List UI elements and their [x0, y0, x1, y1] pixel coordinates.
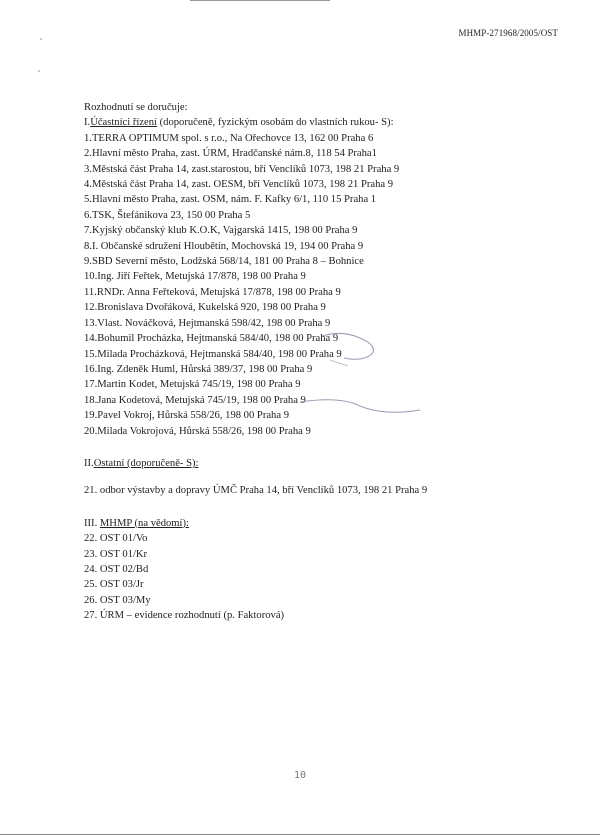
list-item: 5.Hlavní město Praha, zast. OSM, nám. F. Kafky 6/1, 110 15 Praha 1: [84, 194, 377, 206]
list-item: 25. OST 03/Jr: [84, 579, 144, 591]
list-item: 9.SBD Severní město, Lodžská 568/14, 181 00 Praha 8 – Bohnice: [84, 256, 364, 268]
list-item: 6.TSK, Štefánikova 23, 150 00 Praha 5: [84, 209, 251, 221]
scan-edge-top: [190, 0, 330, 1]
list-item: 14.Bohumil Procházka, Hejtmanská 584/40, 198 00 Praha 9: [84, 333, 339, 345]
list-item: 4.Městská část Praha 14, zast. OESM, bří Venclíků 1073, 198 21 Praha 9: [84, 179, 394, 191]
scan-speck: [38, 70, 40, 72]
scan-speck: [40, 38, 42, 40]
list-item: 1.TERRA OPTIMUM spol. s r.o., Na Ořechovce 13, 162 00 Praha 6: [84, 132, 374, 144]
section-3-title: MHMP (na vědomí):: [99, 517, 189, 529]
list-item: 16.Ing. Zdeněk Huml, Hůrská 389/37, 198 00 Praha 9: [84, 363, 313, 375]
section-2-prefix: II.: [84, 457, 94, 469]
list-item: 2.Hlavní město Praha, zast. ÚRM, Hradčanské nám.8, 118 54 Praha1: [84, 148, 377, 160]
section-3-prefix: III.: [84, 517, 100, 529]
list-item: 24. OST 02/Bd: [84, 563, 149, 575]
section-1-heading: [84, 115, 554, 130]
section-3-heading: [84, 516, 554, 531]
section-1-list: [84, 131, 554, 439]
page-number: 10: [293, 770, 307, 781]
document-reference: MHMP-271968/2005/OST: [458, 28, 558, 38]
list-item: 10.Ing. Jiří Feřtek, Metujská 17/878, 198 00 Praha 9: [84, 271, 306, 283]
list-item: 20.Milada Vokrojová, Hůrská 558/26, 198 00 Praha 9: [84, 425, 311, 437]
intro-text: Rozhodnutí se doručuje:: [84, 102, 188, 113]
distribution-list: [84, 100, 554, 624]
section-2-title: Ostatní (doporučeně- S):: [93, 457, 199, 469]
section-1-prefix: I.: [84, 117, 91, 129]
list-item: 27. ÚRM – evidence rozhodnutí (p. Faktorová): [84, 610, 285, 622]
list-item: 19.Pavel Vokroj, Hůrská 558/26, 198 00 Praha 9: [84, 410, 289, 422]
scan-edge-bottom: [0, 834, 600, 835]
list-item: 18.Jana Kodetová, Metujská 745/19, 198 00 Praha 9: [84, 394, 306, 406]
list-item: 22. OST 01/Vo: [84, 533, 148, 545]
list-item: 15.Milada Procházková, Hejtmanská 584/40, 198 00 Praha 9: [84, 348, 342, 360]
list-item: 11.RNDr. Anna Feřteková, Metujská 17/878, 198 00 Praha 9: [84, 286, 341, 298]
list-item: 3.Městská část Praha 14, zast.starostou, bří Venclíků 1073, 198 21 Praha 9: [84, 163, 400, 175]
section-2-heading: [84, 456, 554, 471]
section-3-list: [84, 531, 554, 623]
list-item: 13.Vlast. Nováčková, Hejtmanská 598/42, 198 00 Praha 9: [84, 317, 331, 329]
list-item: 8.I. Občanské sdružení Hloubětín, Mochovská 19, 194 00 Praha 9: [84, 240, 364, 252]
list-item: 23. OST 01/Kr: [84, 548, 148, 560]
list-item: 26. OST 03/My: [84, 594, 151, 606]
list-item: 17.Martin Kodet, Metujská 745/19, 198 00 Praha 9: [84, 379, 301, 391]
list-item: 7.Kyjský občanský klub K.O.K, Vajgarská 1415, 198 00 Praha 9: [84, 225, 358, 237]
list-item: 12.Bronislava Dvořáková, Kukelská 920, 198 00 Praha 9: [84, 302, 326, 314]
section-1-title: Účastníci řízení: [90, 117, 157, 129]
section-1-note: (doporučeně, fyzickým osobám do vlastních rukou- S):: [156, 117, 394, 129]
list-item: 21. odbor výstavby a dopravy ÚMČ Praha 14, bří Venclíků 1073, 198 21 Praha 9: [84, 485, 428, 497]
